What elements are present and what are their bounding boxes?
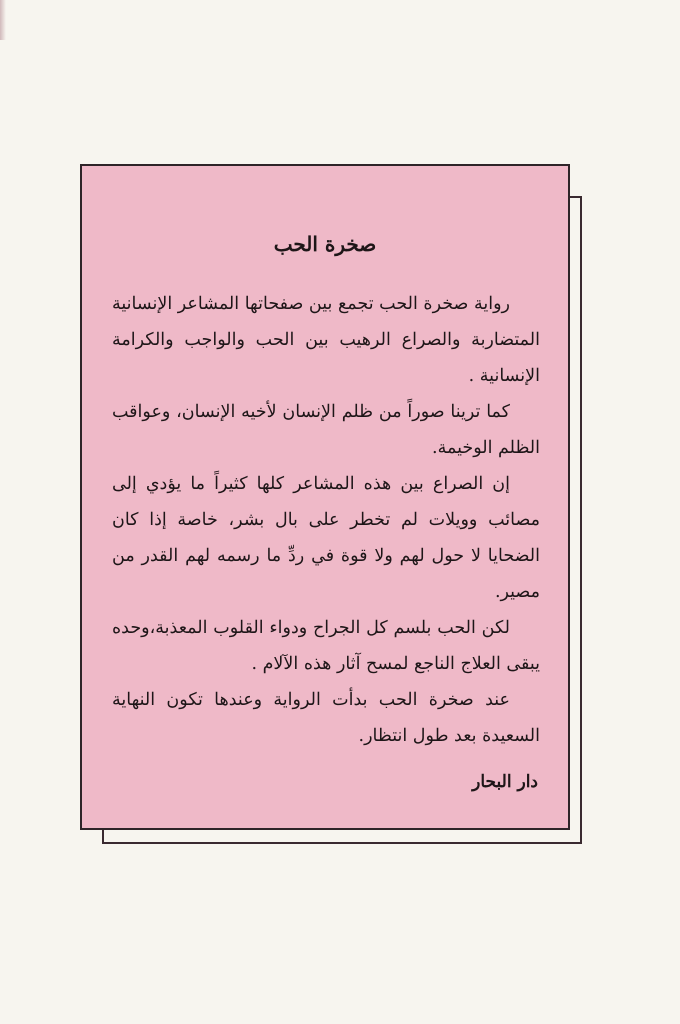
blurb-paragraph-3: إن الصراع بين هذه المشاعر كلها كثيراً ما يؤدي إلى مصائب وويلات لم تخطر على بال بشر، خاصة إذا كان الضحايا لا حول لهم ولا قوة في ردِّ ما رسمه لهم القدر من مصير. bbox=[112, 474, 540, 602]
book-title: صخرة الحب bbox=[273, 232, 377, 256]
blurb-paragraph-1: رواية صخرة الحب تجمع بين صفحاتها المشاعر الإنسانية المتضاربة والصراع الرهيب بين الحب والواجب والكرامة الإنسانية . bbox=[112, 294, 540, 386]
blurb-paragraph-5: عند صخرة الحب بدأت الرواية وعندها تكون النهاية السعيدة بعد طول انتظار. bbox=[112, 690, 540, 746]
publisher-name: دار البحار bbox=[472, 772, 538, 792]
blurb-paragraph-2: كما ترينا صوراً من ظلم الإنسان لأخيه الإنسان، وعواقب الظلم الوخيمة. bbox=[112, 402, 540, 458]
blurb-paragraph-4: لكن الحب بلسم كل الجراح ودواء القلوب المعذبة،وحده يبقى العلاج الناجع لمسح آثار هذه الآلام . bbox=[112, 618, 540, 674]
blurb-text bbox=[112, 286, 540, 754]
blurb-card bbox=[80, 164, 570, 830]
page-edge-shadow bbox=[0, 0, 6, 40]
